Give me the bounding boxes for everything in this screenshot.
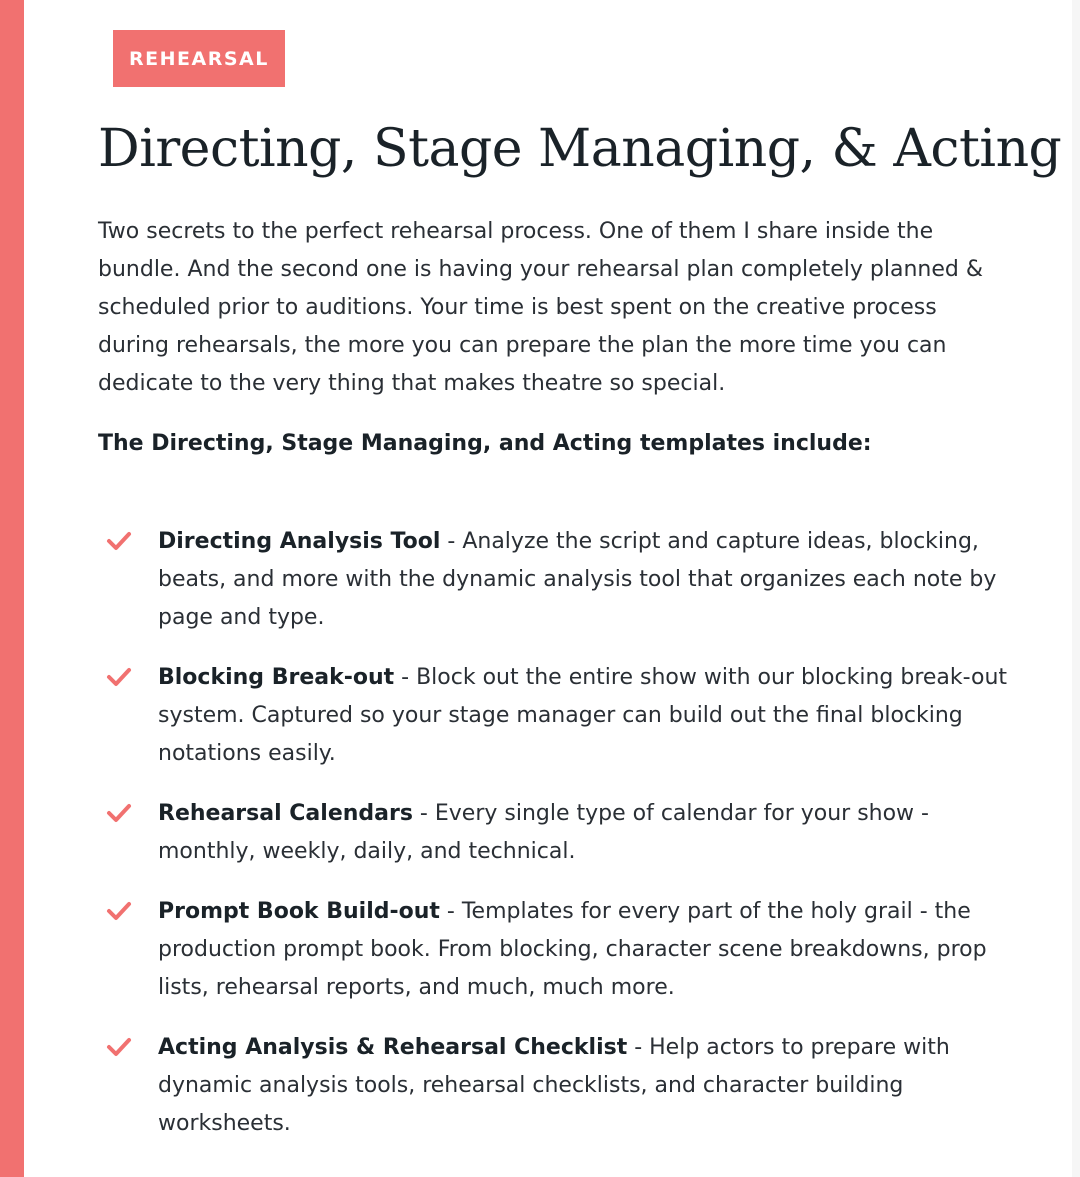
accent-sidebar-bar <box>0 0 24 1177</box>
feature-item <box>98 795 1010 871</box>
feature-description: - Every single type of calendar for your show - monthly, weekly, daily, and technical. <box>158 801 929 864</box>
feature-description: - Block out the entire show with our blocking break-out system. Captured so your stage manager can build out the final blocking notations easily. <box>158 665 1008 766</box>
feature-item <box>98 893 1010 1007</box>
feature-description: - Analyze the script and capture ideas, blocking, beats, and more with the dynamic analysis tool that organizes each note by page and type. <box>158 529 997 630</box>
checkmark-icon <box>106 802 132 824</box>
section-content <box>98 30 1062 1165</box>
checkmark-icon <box>106 666 132 688</box>
feature-list <box>98 523 1010 1143</box>
intro-paragraph: Two secrets to the perfect rehearsal process. One of them I share inside the bundle. And the second one is having your rehearsal plan completely planned & scheduled prior to auditions. Your time is best spent on the creative process during rehearsals, the more you can prepare the plan the more time you can dedicate to the very thing that makes theatre so special. <box>98 219 983 396</box>
feature-name: Rehearsal Calendars <box>158 801 413 826</box>
checkmark-icon <box>106 530 132 552</box>
checkmark-icon <box>106 900 132 922</box>
feature-name: Acting Analysis & Rehearsal Checklist <box>158 1035 628 1060</box>
features-subhead: The Directing, Stage Managing, and Acting templates include: <box>98 431 872 456</box>
feature-name: Directing Analysis Tool <box>158 529 441 554</box>
section-tag: REHEARSAL <box>113 30 285 87</box>
checkmark-icon <box>106 1036 132 1058</box>
page-title: Directing, Stage Managing, & Acting <box>98 119 1062 179</box>
feature-name: Prompt Book Build-out <box>158 899 440 924</box>
feature-description: - Help actors to prepare with dynamic analysis tools, rehearsal checklists, and character building worksheets. <box>158 1035 950 1136</box>
feature-item <box>98 523 1010 637</box>
feature-item <box>98 659 1010 773</box>
feature-description: - Templates for every part of the holy grail - the production prompt book. From blocking, character scene breakdowns, prop lists, rehearsal reports, and much, much more. <box>158 899 987 1000</box>
page-edge <box>1072 0 1080 1177</box>
feature-item <box>98 1029 1010 1143</box>
feature-name: Blocking Break-out <box>158 665 395 690</box>
